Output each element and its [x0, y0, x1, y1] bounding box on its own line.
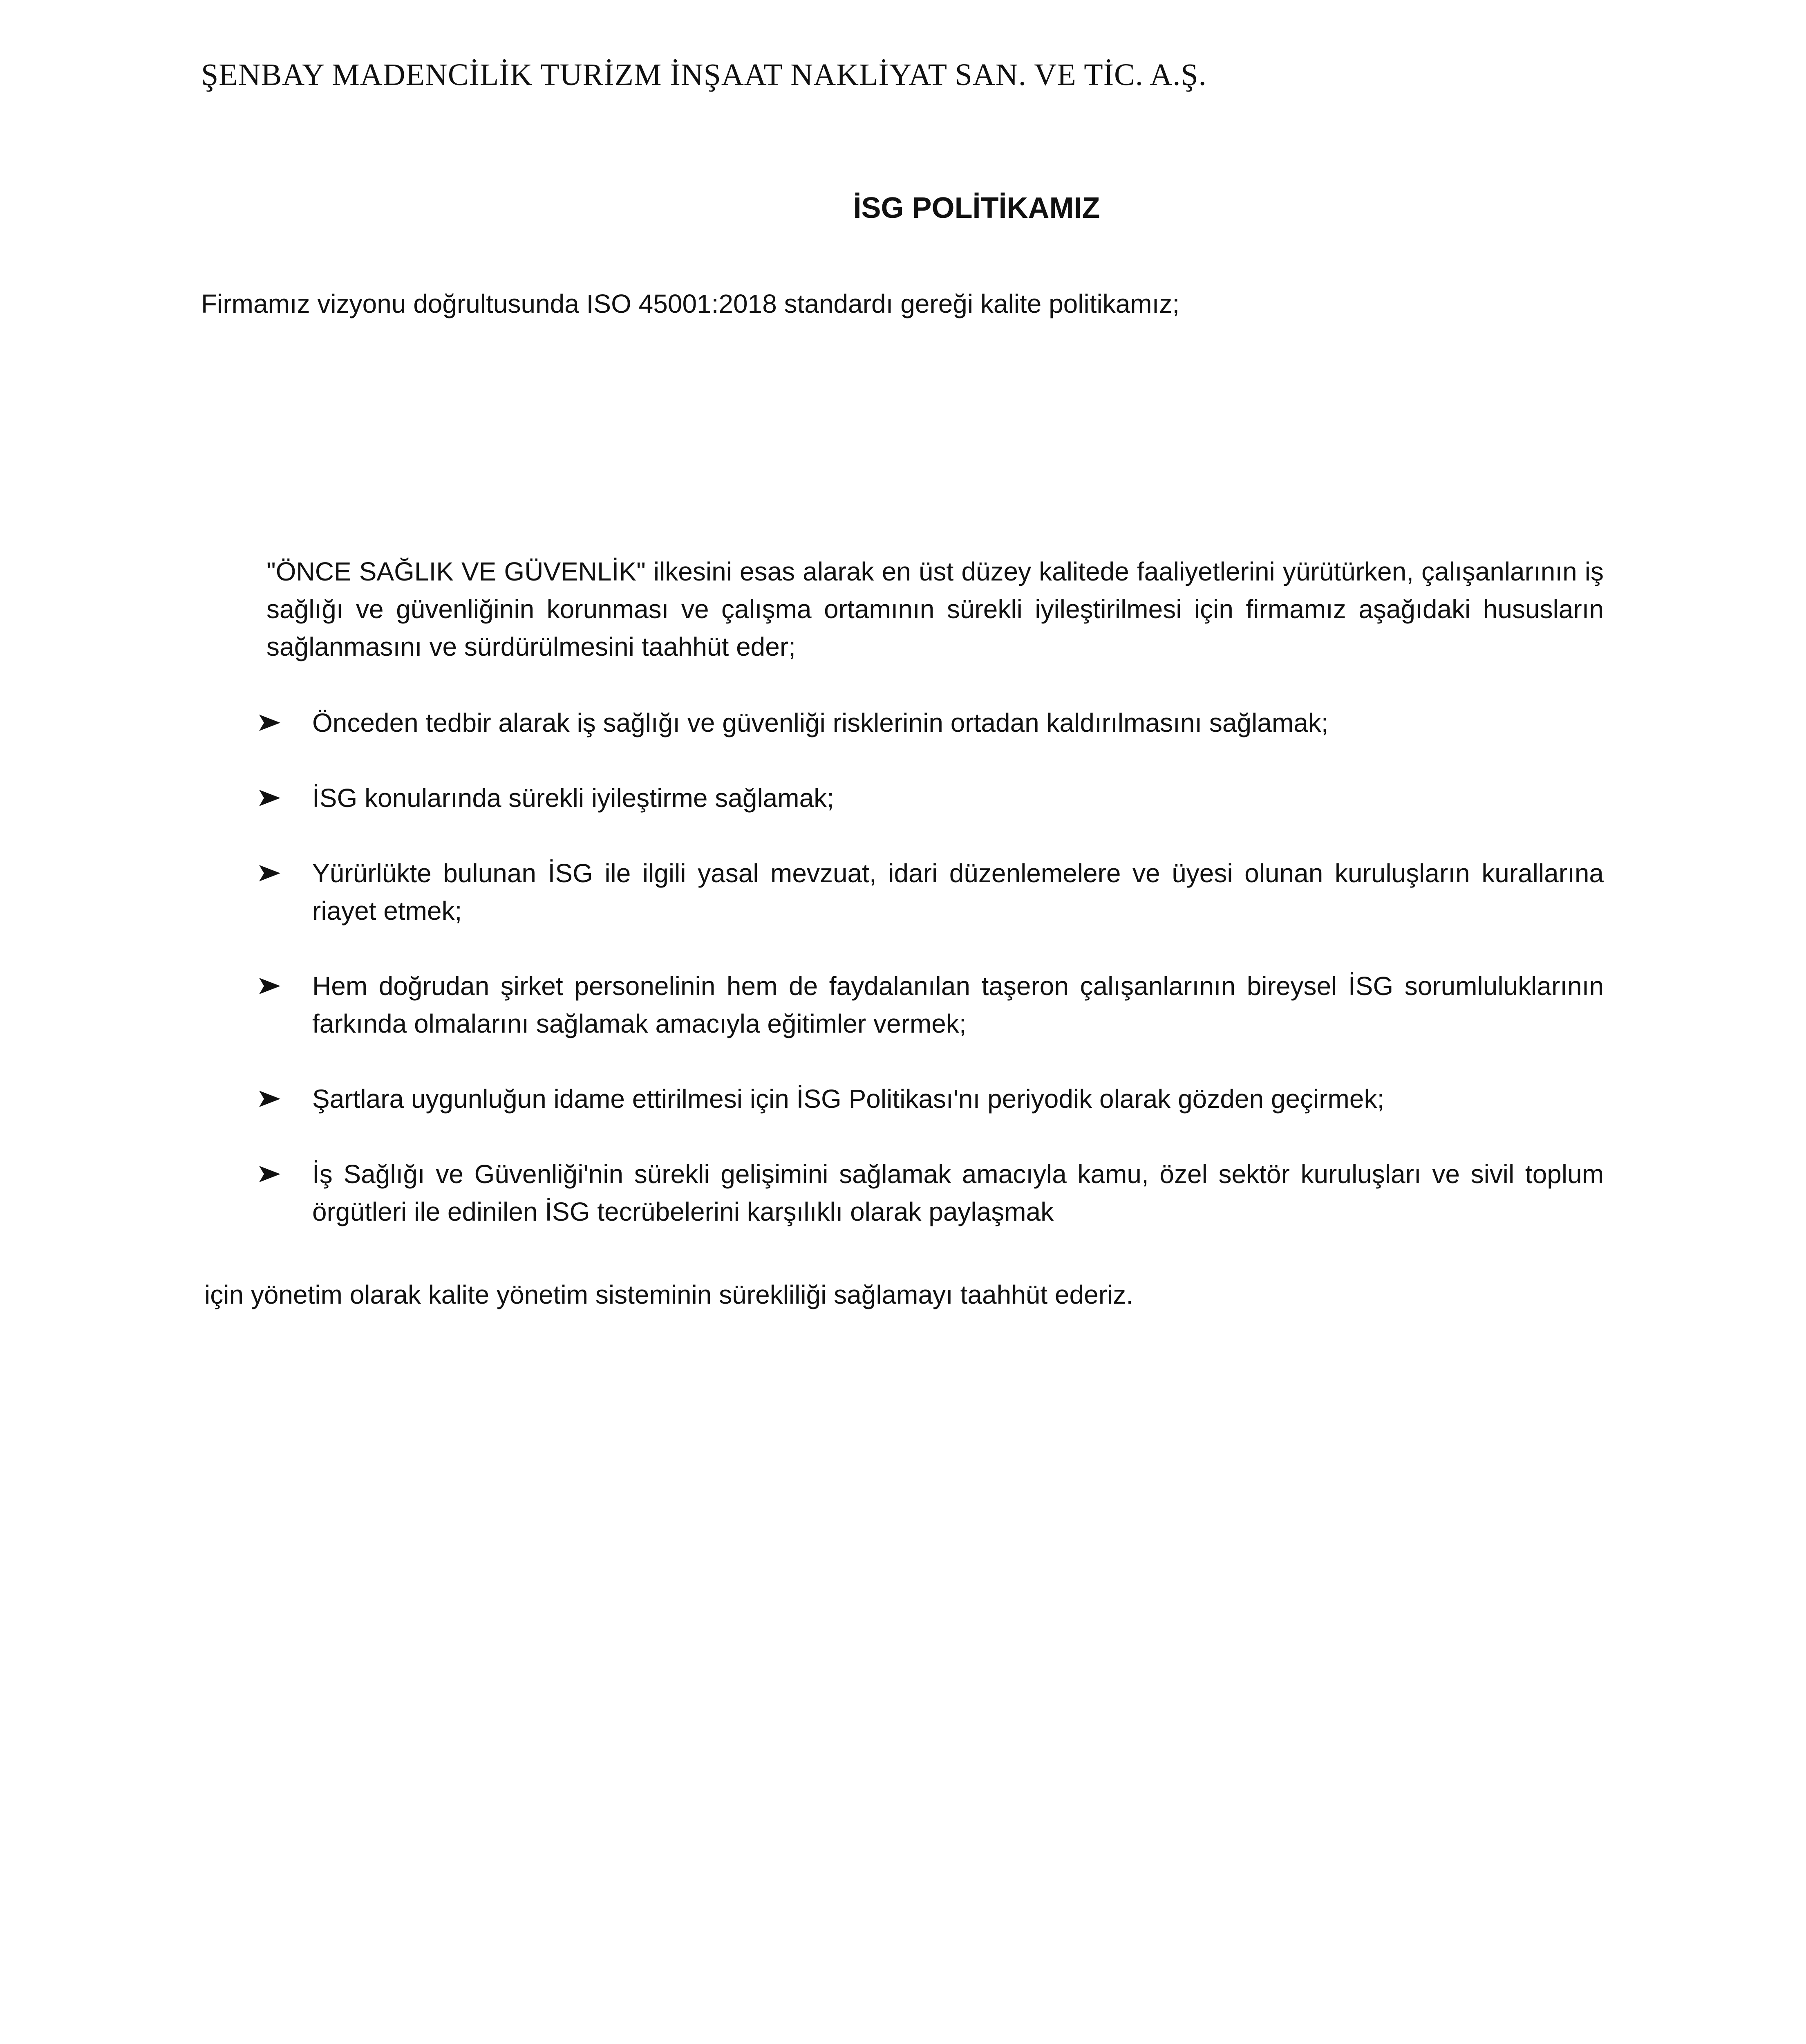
- closing-text: için yönetim olarak kalite yönetim sisteminin sürekliliği sağlamayı taahhüt ederiz.: [204, 1280, 1133, 1309]
- list-item-text: İSG konularında sürekli iyileştirme sağlamak;: [312, 783, 834, 813]
- intro-text: Firmamız vizyonu doğrultusunda ISO 45001:2018 standardı gereği kalite politikamız;: [201, 289, 1180, 318]
- arrow-bullet-icon: [258, 1164, 281, 1184]
- list-item-text: Önceden tedbir alarak iş sağlığı ve güvenliği risklerinin ortadan kaldırılmasını sağlamak;: [312, 708, 1329, 737]
- list-item: [253, 967, 1604, 1042]
- page-title: İSG POLİTİKAMIZ: [853, 192, 1100, 224]
- list-item-text: İş Sağlığı ve Güvenliği'nin sürekli gelişimini sağlamak amacıyla kamu, özel sektör kuruluşları ve sivil toplum örgütleri ile edinilen İSG tecrübelerini karşılıklı olarak paylaşmak: [312, 1159, 1604, 1226]
- list-item: [253, 1080, 1604, 1118]
- arrow-bullet-icon: [258, 788, 281, 808]
- arrow-bullet-icon: [258, 863, 281, 883]
- commitment-paragraph: "ÖNCE SAĞLIK VE GÜVENLİK" ilkesini esas alarak en üst düzey kalitede faaliyetlerini yürütürken, çalışanlarının iş sağlığı ve güvenliğinin korunması ve çalışma ortamının sürekli iyileştirilmesi için firmamız aşağıdaki hususların sağlanmasını ve sürdürülmesini taahhüt eder;: [266, 557, 1604, 661]
- list-item: [253, 704, 1604, 742]
- list-item-text: Hem doğrudan şirket personelinin hem de faydalanılan taşeron çalışanlarının bireysel İSG sorumluluklarının farkında olmalarını sağlamak amacıyla eğitimler vermek;: [312, 971, 1604, 1038]
- list-item-text: Şartlara uygunluğun idame ettirilmesi için İSG Politikası'nı periyodik olarak gözden geçirmek;: [312, 1084, 1385, 1114]
- company-header: ŞENBAY MADENCİLİK TURİZM İNŞAAT NAKLİYAT SAN. VE TİC. A.Ş.: [201, 58, 1207, 92]
- list-item-text: Yürürlükte bulunan İSG ile ilgili yasal mevzuat, idari düzenlemelere ve üyesi olunan kuruluşların kurallarına riayet etmek;: [312, 858, 1604, 926]
- list-item: [253, 1155, 1604, 1230]
- arrow-bullet-icon: [258, 976, 281, 996]
- arrow-bullet-icon: [258, 713, 281, 733]
- arrow-bullet-icon: [258, 1089, 281, 1109]
- list-item: [253, 854, 1604, 930]
- policy-list: [253, 704, 1604, 1268]
- list-item: [253, 779, 1604, 817]
